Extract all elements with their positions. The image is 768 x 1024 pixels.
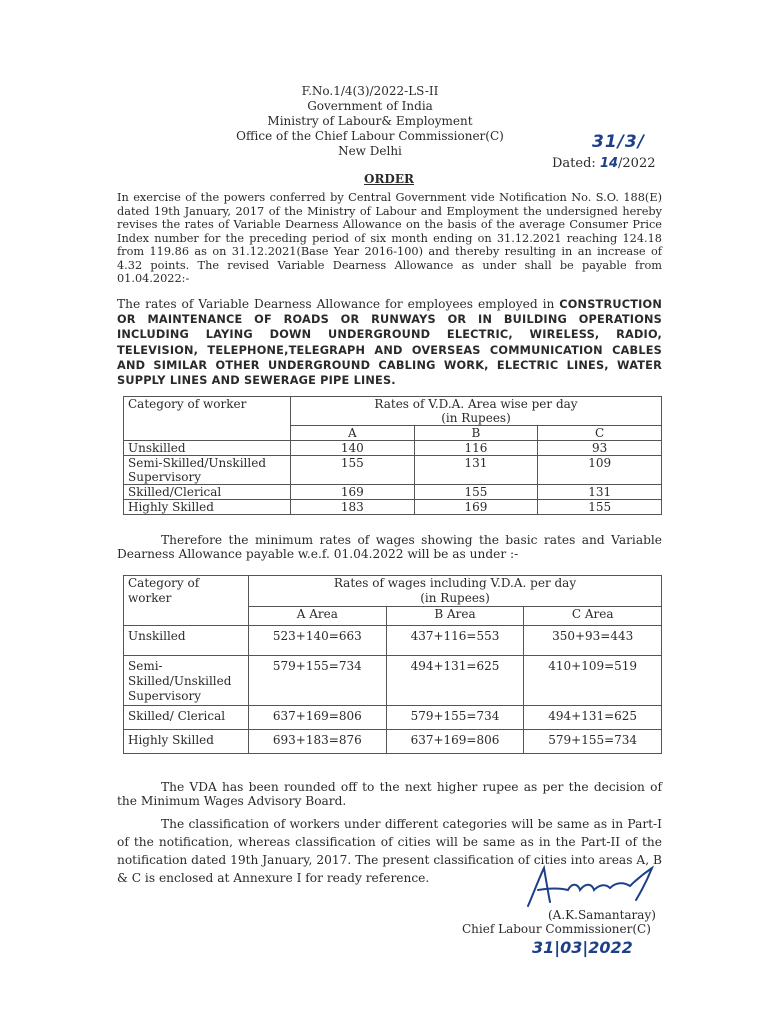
wages-category: Highly Skilled xyxy=(124,730,249,754)
signatory-name: (A.K.Samantaray) xyxy=(548,908,656,922)
vda-a: 169 xyxy=(291,485,415,500)
dated-year: /2022 xyxy=(618,156,656,171)
table-row xyxy=(124,456,662,485)
vda-area-a: A xyxy=(291,426,415,441)
signature-icon xyxy=(520,862,670,912)
rates-intro-prefix: The rates of Variable Dearness Allowance for employees employed in xyxy=(117,297,555,311)
table-row xyxy=(124,626,662,656)
order-title: ORDER xyxy=(364,172,414,186)
vda-header-category: Category of worker xyxy=(124,397,291,441)
wages-category: Semi-Skilled/Unskilled Supervisory xyxy=(124,656,249,706)
table-row xyxy=(124,656,662,706)
vda-a: 140 xyxy=(291,441,415,456)
wages-c: 350+93=443 xyxy=(524,626,662,656)
signatory-title: Chief Labour Commissioner(C) xyxy=(462,922,651,936)
vda-area-c: C xyxy=(538,426,662,441)
vda-b: 116 xyxy=(414,441,538,456)
vda-header-rates xyxy=(291,397,662,426)
dated-label: Dated: xyxy=(552,156,596,171)
vda-category: Semi-Skilled/Unskilled Supervisory xyxy=(124,456,291,485)
handwritten-date: 31/3/ xyxy=(592,132,645,152)
wages-b: 437+116=553 xyxy=(386,626,524,656)
dated-line xyxy=(552,156,656,171)
file-number: F.No.1/4(3)/2022-LS-II xyxy=(301,84,439,98)
wages-header-rates xyxy=(249,576,662,607)
rounding-paragraph: The VDA has been rounded off to the next higher rupee as per the decision of the Minimum Wages Advisory Board. xyxy=(117,780,662,809)
vda-b: 169 xyxy=(414,500,538,515)
vda-category: Highly Skilled xyxy=(124,500,291,515)
signature-date: 31|03|2022 xyxy=(532,938,633,957)
vda-category: Unskilled xyxy=(124,441,291,456)
wages-area-a: A Area xyxy=(249,607,387,626)
wages-area-c: C Area xyxy=(524,607,662,626)
dated-year-prefix: 14 xyxy=(599,156,619,171)
wages-header-category: Category of worker xyxy=(124,576,249,626)
vda-a: 183 xyxy=(291,500,415,515)
wages-table xyxy=(123,575,662,754)
vda-header-rates-line2: (in Rupees) xyxy=(441,411,511,425)
table-row xyxy=(124,485,662,500)
vda-b: 131 xyxy=(414,456,538,485)
wages-header-rates-line2: (in Rupees) xyxy=(420,591,490,605)
table-row xyxy=(124,441,662,456)
wages-a: 579+155=734 xyxy=(249,656,387,706)
therefore-paragraph: Therefore the minimum rates of wages showing the basic rates and Variable Dearness Allowance payable w.e.f. 01.04.2022 will be as under :- xyxy=(117,533,662,562)
wages-area-b: B Area xyxy=(386,607,524,626)
ministry-line: Ministry of Labour& Employment xyxy=(267,114,473,128)
wages-header-rates-line1: Rates of wages including V.D.A. per day xyxy=(333,576,577,590)
vda-a: 155 xyxy=(291,456,415,485)
table-row xyxy=(124,500,662,515)
wages-b: 494+131=625 xyxy=(386,656,524,706)
wages-b: 579+155=734 xyxy=(386,706,524,730)
vda-b: 155 xyxy=(414,485,538,500)
vda-c: 93 xyxy=(538,441,662,456)
wages-a: 523+140=663 xyxy=(249,626,387,656)
wages-c: 494+131=625 xyxy=(524,706,662,730)
vda-rates-table xyxy=(123,396,662,515)
vda-c: 155 xyxy=(538,500,662,515)
table-row xyxy=(124,706,662,730)
vda-header-rates-line1: Rates of V.D.A. Area wise per day xyxy=(374,397,578,411)
classification-paragraph: The classification of workers under different categories will be same as in Part-I of the notification, whereas classification of cities will be same as in the Part-II of the notification dated 19th January, 2017. The present classification of cities into areas A, B & C is enclosed at Annexure I for ready reference. xyxy=(117,817,662,885)
wages-category: Unskilled xyxy=(124,626,249,656)
government-line: Government of India xyxy=(307,99,433,113)
table-row xyxy=(124,730,662,754)
wages-c: 579+155=734 xyxy=(524,730,662,754)
wages-a: 637+169=806 xyxy=(249,706,387,730)
vda-c: 131 xyxy=(538,485,662,500)
intro-paragraph: In exercise of the powers conferred by Central Government vide Notification No. S.O. 188(E) dated 19th January, 2017 of the Ministry of Labour and Employment the undersigned hereby revises the rates of Variable Dearness Allowance on the basis of the average Consumer Price Index number for the preceding period of six month ending on 31.12.2021 reaching 124.18 from 119.86 as on 31.12.2021(Base Year 2016-100) and thereby resulting in an increase of 4.32 points. The revised Variable Dearness Allowance as under shall be payable from 01.04.2022:- xyxy=(117,191,662,285)
office-line: Office of the Chief Labour Commissioner(C) xyxy=(236,129,504,143)
rates-intro-paragraph xyxy=(117,297,662,388)
wages-category: Skilled/ Clerical xyxy=(124,706,249,730)
wages-b: 637+169=806 xyxy=(386,730,524,754)
wages-c: 410+109=519 xyxy=(524,656,662,706)
vda-c: 109 xyxy=(538,456,662,485)
vda-category: Skilled/Clerical xyxy=(124,485,291,500)
rates-intro-bold: CONSTRUCTION OR MAINTENANCE OF ROADS OR RUNWAYS OR IN BUILDING OPERATIONS INCLUDING LAYING DOWN UNDERGROUND ELECTRIC, WIRELESS, RADIO, TELEVISION, TELEPHONE,TELEGRAPH AND OVERSEAS COMMUNICATION CABLES AND SIMILAR OTHER UNDERGROUND CABLING WORK, ELECTRIC LINES, WATER SUPPLY LINES AND SEWERAGE PIPE LINES. xyxy=(117,298,662,388)
vda-area-b: B xyxy=(414,426,538,441)
city-line: New Delhi xyxy=(338,144,402,158)
wages-a: 693+183=876 xyxy=(249,730,387,754)
